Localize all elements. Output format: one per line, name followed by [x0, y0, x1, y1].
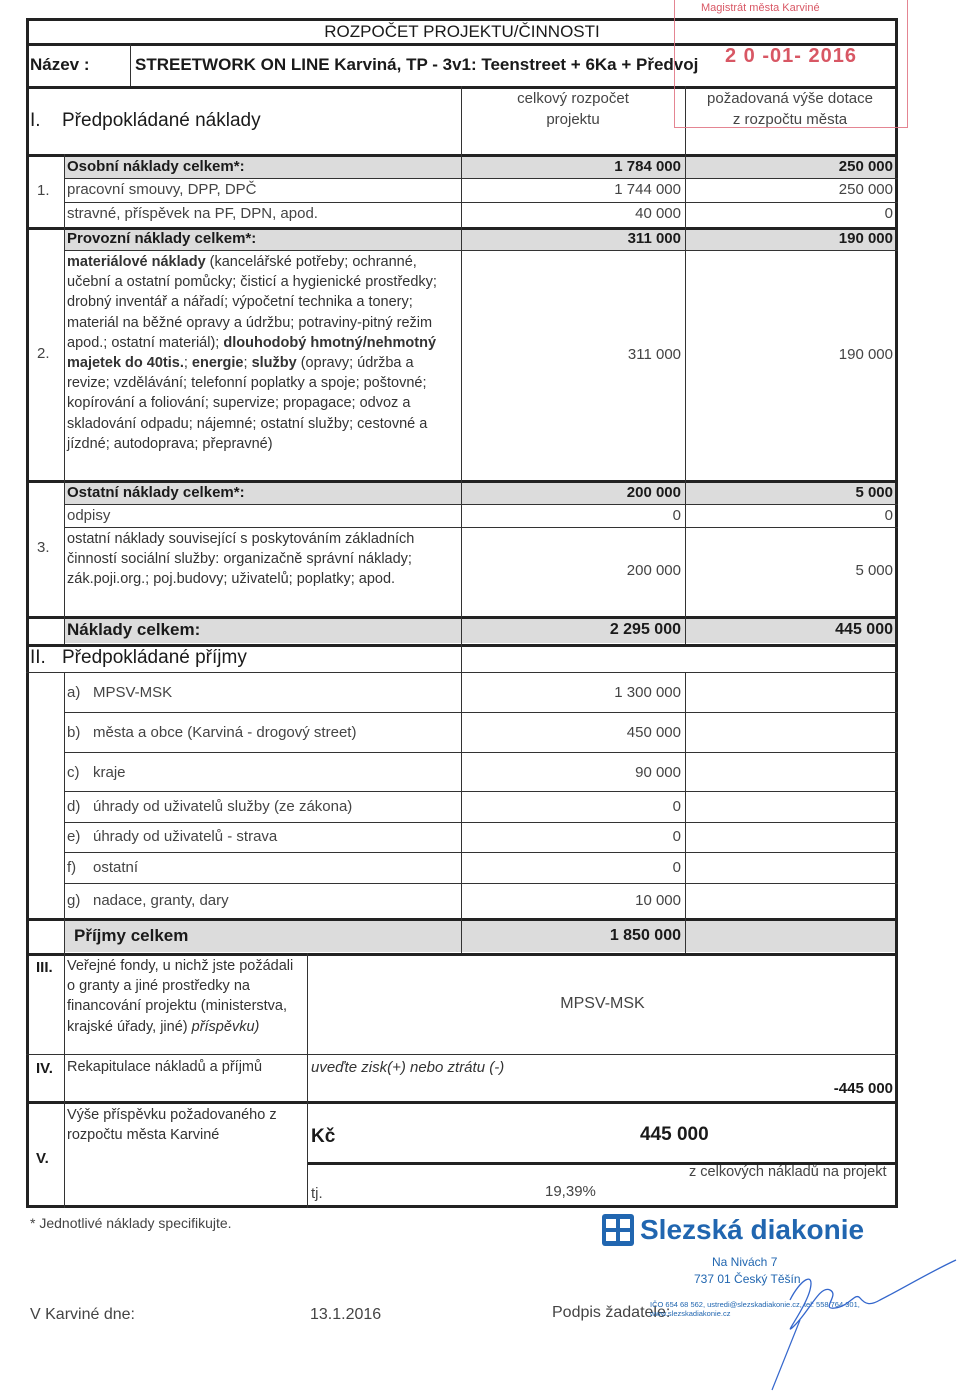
income-total-label: Příjmy celkem [74, 926, 189, 945]
row-requested: 250 000 [838, 181, 893, 198]
income-value: 90 000 [635, 764, 681, 781]
income-letter: f) [67, 859, 77, 876]
recap-value: -445 000 [833, 1080, 893, 1097]
stamp-address-1: Na Nivách 7 [712, 1255, 778, 1269]
percent-of-label: z celkových nákladů na projekt [689, 1164, 887, 1180]
income-label: kraje [93, 764, 126, 781]
contribution-amount: 445 000 [640, 1124, 709, 1145]
row-requested: 0 [884, 507, 893, 524]
column-requested-line2: z rozpočtu města [732, 111, 848, 128]
other-costs-label: Ostatní náklady celkem*: [67, 484, 245, 501]
income-letter: e) [67, 828, 81, 845]
operating-costs-requested: 190 000 [838, 230, 893, 247]
income-value: 0 [672, 798, 681, 815]
row-total: 1 744 000 [614, 181, 681, 198]
document-title: ROZPOČET PROJEKTU/ČINNOSTI [324, 22, 600, 41]
recap-hint: uveďte zisk(+) nebo ztrátu (-) [311, 1059, 505, 1076]
column-total-line2: projektu [546, 111, 600, 128]
stamp-contact: IČO 654 68 562, ustredi@slezskadiakonie.cz, tel: 558 764 301, www.slezskadiakonie.cz [650, 1300, 860, 1318]
row-requested: 5 000 [855, 562, 893, 579]
income-letter: g) [67, 892, 81, 909]
income-value: 10 000 [635, 892, 681, 909]
group-1-number: 1. [37, 182, 50, 199]
signature-image [760, 1230, 960, 1395]
row-label: ostatní náklady související s poskytováním základních činností sociální služby: organizačně správní náklady; zák.poji.org.; poj.budovy; uživatelů; poplatky; apod. [67, 531, 415, 588]
place-label: V Karviné dne: [30, 1306, 135, 1323]
project-name: STREETWORK ON LINE Karviná, TP - 3v1: Teenstreet + 6Ka + Předvoj [135, 55, 699, 74]
section-4-number: IV. [36, 1060, 53, 1077]
column-total-line1: celkový rozpočet [517, 90, 629, 107]
currency-label: Kč [311, 1126, 336, 1147]
operating-desc-requested: 190 000 [838, 346, 893, 363]
section-3-number: III. [36, 959, 53, 976]
income-total-value: 1 850 000 [609, 927, 681, 944]
income-value: 450 000 [626, 724, 681, 741]
recap-label: Rekapitulace nákladů a příjmů [67, 1059, 263, 1075]
name-label: Název : [30, 55, 90, 74]
income-letter: b) [67, 724, 81, 741]
costs-total-requested: 445 000 [835, 621, 893, 638]
group-2-number: 2. [37, 345, 50, 362]
operating-costs-description: materiálové náklady (kancelářské potřeby; ochranné, učební a ostatní pomůcky; čisticí a hygienické prostředky; drobný inventář a nářadí; výpočetní technika a tonery; materiál na běžné opravy a údržbu; potraviny-pitný režim apod.; ostatní materiál); dlouhodobý hmotný/nehmotný majetek do 40tis.; energie; služby (opravy; údržba a revize; vzdělávání; telefonní poplatky a spoje; poštovné; kopírování a foliování; supervize; propagace; odvoz a skladování odpadu; nájemné; ostatní služby; cestovné a jízdné; autodoprava; přepravné) [67, 254, 437, 452]
stamp-org-name: Slezská diakonie [640, 1214, 865, 1245]
income-label: úhrady od uživatelů služby (ze zákona) [93, 798, 353, 815]
income-label: nadace, granty, dary [93, 892, 229, 909]
personnel-costs-requested: 250 000 [838, 158, 893, 175]
income-label: města a obce (Karviná - drogový street) [93, 724, 357, 741]
income-letter: a) [67, 684, 81, 701]
row-total: 0 [672, 507, 681, 524]
column-requested-line1: požadovaná výše dotace [707, 90, 873, 107]
row-requested: 0 [884, 205, 893, 222]
section-5-number: V. [36, 1150, 49, 1167]
date-value: 13.1.2016 [310, 1306, 382, 1323]
public-funds-value: MPSV-MSK [560, 995, 645, 1012]
operating-costs-total: 311 000 [627, 230, 681, 247]
section-1-number: I. [30, 110, 41, 131]
registry-stamp [674, 0, 908, 128]
group-3-number: 3. [37, 539, 50, 556]
row-label: pracovní smouvy, DPP, DPČ [67, 181, 257, 198]
income-value: 0 [672, 828, 681, 845]
income-value: 0 [672, 859, 681, 876]
section-2-title: Předpokládané příjmy [62, 647, 247, 668]
section-1-title: Předpokládané náklady [62, 110, 261, 131]
income-label: ostatní [93, 859, 139, 876]
public-funds-label: Veřejné fondy, u nichž jste požádali o granty a jiné prostředky na financování projektu (ministerstva, krajské úřady, jiné) příspěvku) [67, 958, 294, 1035]
stamp-address-2: 737 01 Český Těšín [694, 1272, 801, 1286]
personnel-costs-total: 1 784 000 [614, 158, 681, 175]
contribution-label: Výše příspěvku požadovaného z rozpočtu města Karviné [67, 1107, 277, 1144]
stamp-date: 2 0 -01- 2016 [725, 45, 857, 67]
row-label: stravné, příspěvek na PF, DPN, apod. [67, 205, 318, 222]
costs-total-label: Náklady celkem: [67, 620, 201, 639]
income-label: MPSV-MSK [93, 684, 173, 701]
operating-desc-total: 311 000 [627, 346, 681, 363]
income-value: 1 300 000 [614, 684, 681, 701]
diakonie-logo-icon [602, 1214, 634, 1246]
other-costs-requested: 5 000 [855, 484, 893, 501]
operating-costs-label: Provozní náklady celkem*: [67, 230, 257, 247]
income-label: úhrady od uživatelů - strava [93, 828, 278, 845]
stamp-office: Magistrát města Karviné [701, 2, 820, 14]
tj-label: tj. [311, 1185, 323, 1202]
contribution-percent: 19,39% [545, 1183, 596, 1200]
income-letter: c) [67, 764, 80, 781]
income-letter: d) [67, 798, 81, 815]
personnel-costs-label: Osobní náklady celkem*: [67, 158, 245, 175]
row-total: 40 000 [635, 205, 681, 222]
row-label: odpisy [67, 507, 111, 524]
footnote: * Jednotlivé náklady specifikujte. [30, 1215, 232, 1231]
signature-label: Podpis žadatele: [552, 1304, 671, 1321]
section-2-number: II. [30, 647, 46, 668]
costs-total-value: 2 295 000 [609, 621, 681, 638]
other-costs-total: 200 000 [626, 484, 681, 501]
row-total: 200 000 [626, 562, 681, 579]
